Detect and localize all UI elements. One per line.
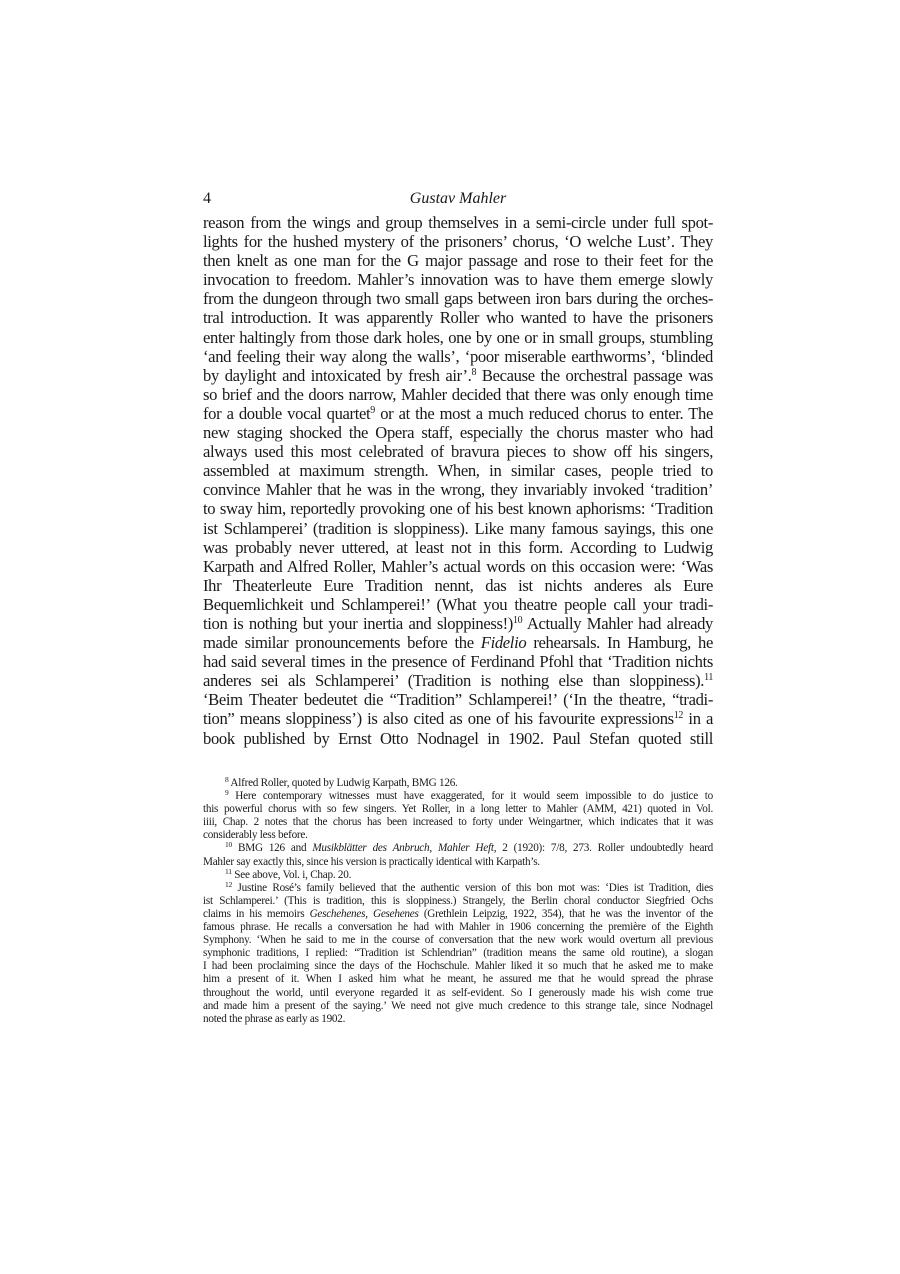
body-line [203, 690, 713, 709]
text-run: Ihr Theaterleute Eure Tradition nennt, das ist nichts anderes als Eure [203, 575, 713, 595]
body-line [203, 213, 713, 232]
text-run: or at the most a much reduced chorus to enter. The [374, 403, 713, 423]
note-reference: 8 [225, 775, 229, 784]
body-line [203, 385, 713, 404]
text-run: to sway him, reportedly provoking one of his best known aphorisms: ‘Tradition [203, 499, 713, 519]
text-run: this powerful chorus with so few singers. Yet Roller, in a long letter to Mahler (AMM, 421) quoted in Vol. [203, 803, 713, 816]
text-run: Symphony. ‘When he said to me in the course of conversation that the new work would overturn all previous [203, 934, 713, 947]
text-run: by daylight and intoxicated by fresh air’. [203, 365, 472, 385]
text-run: ‘and feeling their way along the walls’, ‘poor miserable earthworms’, ‘blinded [203, 346, 713, 366]
text-run: so brief and the doors narrow, Mahler decided that there was only enough time [203, 384, 713, 404]
note-reference: 11 [704, 672, 713, 684]
text-run: assembled at maximum strength. When, in similar cases, people tried to [203, 461, 713, 481]
text-run: in a [683, 709, 713, 729]
footnote-line [203, 921, 713, 934]
text-run: anderes sei als Schlamperei’ (Tradition is nothing else than sloppiness). [203, 671, 705, 691]
body-line [203, 519, 713, 538]
text-run: iiii, Chap. 2 notes that the chorus has been increased to forty under Weingartner, which indicates that it was [203, 816, 713, 829]
footnote-line [203, 947, 713, 960]
body-line [203, 595, 713, 614]
body-line [203, 328, 713, 347]
text-run: lights for the hushed mystery of the prisoners’ chorus, ‘O welche Lust’. They [203, 232, 713, 252]
footnote-line [203, 895, 713, 908]
text-run: ist Schlamperei.’ (This is tradition, this is sloppiness.) Strangely, the Berlin choral conductor Siegfried Ochs [203, 894, 713, 907]
body-text [203, 213, 713, 748]
text-run: Bequemlichkeit und Schlamperei!’ (What you theatre people call your tradi- [203, 594, 713, 614]
body-line [203, 423, 713, 442]
text-run: Karpath and Alfred Roller, Mahler’s actual words on this occasion were: ‘Was [203, 556, 713, 576]
text-run: made similar pronouncements before the [203, 633, 481, 653]
body-line [203, 289, 713, 308]
body-line [203, 671, 713, 690]
footnote-line [203, 879, 713, 895]
text-run: always used this most celebrated of bravura pieces to show off his singers, [203, 442, 713, 462]
text-run: tral introduction. It was apparently Roller who wanted to have the prisoners [203, 308, 713, 328]
text-run: Actually Mahler had already [522, 613, 713, 633]
note-reference: 9 [370, 404, 375, 416]
text-run: for a double vocal quartet [203, 403, 371, 423]
note-reference: 10 [225, 840, 232, 850]
text-run: (Grethlein Leipzig, 1922, 354), that he was the inventor of the [418, 907, 713, 920]
body-line [203, 614, 713, 633]
text-run: I had been proclaiming since the days of the Hochschule. Mahler liked it so much that he asked me to make [203, 960, 713, 973]
text-run: Alfred Roller, quoted by Ludwig Karpath, BMG 126. [228, 777, 458, 789]
body-line [203, 633, 713, 652]
text-run: enter haltingly from those dark holes, one by one or in small groups, stumbling [203, 327, 713, 347]
text-run: him a present of it. When I asked him what he meant, he assured me that he would spread the phrase [203, 973, 713, 986]
body-line [203, 709, 713, 728]
text-run: Here contemporary witnesses must have exaggerated, for it would seem impossible to do justice to [228, 790, 713, 803]
footnote-line [203, 908, 713, 921]
running-header [203, 190, 713, 212]
text-run: tion is nothing but your inertia and sloppiness!) [203, 613, 513, 633]
footnote-line [203, 934, 713, 947]
text-run: invocation to freedom. Mahler’s innovation was to have them emerge slowly [203, 270, 713, 290]
footnote-line [203, 803, 713, 816]
footnote-line [203, 987, 713, 1000]
body-line [203, 442, 713, 461]
text-run: considerably less before. [203, 829, 308, 842]
running-title: Gustav Mahler [409, 190, 507, 207]
text-run: famous phrase. He recalls a conversation he had with Mahler in 1906 concerning the première of the Eighth [203, 921, 713, 934]
body-line [203, 366, 713, 385]
body-line [203, 347, 713, 366]
text-run: symphonic traditions, I replied: “Tradition ist Schlendrian” (tradition means the same old routine), a slogan [203, 947, 713, 960]
note-reference: 8 [471, 366, 477, 378]
note-reference: 10 [512, 614, 523, 626]
footnote-line [203, 866, 713, 882]
footnote-line [203, 777, 713, 790]
body-line [203, 576, 713, 595]
text-run: tion” means sloppiness’) is also cited as one of his favourite expressions [203, 709, 674, 729]
body-line [203, 251, 713, 270]
text-run: was probably never uttered, at least not in this form. According to Ludwig [203, 537, 713, 557]
note-reference: 11 [225, 866, 232, 876]
body-line [203, 232, 713, 251]
footnote-line [203, 960, 713, 973]
footnote-line [203, 856, 713, 869]
text-run: Mahler say exactly this, since his version is practically identical with Karpath’s. [203, 855, 540, 868]
body-line [203, 652, 713, 671]
text-run: throughout the world, until everyone regarded it as self-evident. So I generously made his wish come true [203, 986, 713, 999]
note-reference: 9 [225, 788, 229, 798]
footnote-line [203, 829, 713, 842]
text-run: ‘Beim Theater bedeutet die “Tradition” Schlamperei!’ (‘In the theatre, “tradi- [203, 690, 713, 710]
body-line [203, 557, 713, 576]
text-run: from the dungeon through two small gaps between iron bars during the orches- [203, 289, 713, 309]
footnote-line [203, 973, 713, 986]
text-run: See above, Vol. i, Chap. 20. [231, 868, 352, 881]
note-reference: 12 [225, 879, 232, 889]
body-line [203, 270, 713, 289]
body-line [203, 729, 713, 748]
text-run: rehearsals. In Hamburg, he [526, 633, 713, 653]
note-reference: 12 [673, 710, 684, 722]
text-run: Because the orchestral passage was [476, 365, 713, 385]
text-run: Justine Rosé’s family believed that the authentic version of this bon mot was: ‘Dies ist Tradition, dies [232, 881, 713, 894]
body-line [203, 308, 713, 327]
text-run: convince Mahler that he was in the wrong, they invariably invoked ‘tradition’ [203, 480, 713, 500]
text-run: BMG 126 and [232, 842, 313, 855]
text-run: then knelt as one man for the G major passage and rose to their feet for the [203, 251, 713, 271]
body-line [203, 404, 713, 423]
text-run: , 2 (1920): 7/8, 273. Roller undoubtedly heard [493, 842, 713, 855]
text-run: reason from the wings and group themselves in a semi-circle under full spot- [203, 213, 713, 232]
footnote-line [203, 1013, 713, 1026]
text-run: book published by Ernst Otto Nodnagel in 1902. Paul Stefan quoted still [203, 728, 713, 748]
body-line [203, 538, 713, 557]
italic-text: Fidelio [480, 633, 527, 653]
text-run: new staging shocked the Opera staff, especially the chorus master who had [203, 423, 713, 443]
text-run: noted the phrase as early as 1902. [203, 1012, 346, 1025]
footnote-line [203, 790, 713, 803]
body-line [203, 480, 713, 499]
footnote-line [203, 1000, 713, 1013]
text-run: ist Schlamperei’ (tradition is sloppiness). Like many famous sayings, this one [203, 518, 713, 538]
text-run: and made him a present of the saying.’ We need not give much credence to this strange tale, since Nodnagel [203, 999, 713, 1012]
footnotes [203, 777, 713, 1026]
page-number: 4 [203, 190, 211, 207]
body-line [203, 461, 713, 480]
footnote-line [203, 816, 713, 829]
body-line [203, 499, 713, 518]
italic-text: Geschehenes, Gesehenes [309, 907, 419, 920]
footnote-line [203, 842, 713, 855]
text-run: claims in his memoirs [203, 907, 310, 920]
text-run: had said several times in the presence of Ferdinand Pfohl that ‘Tradition nichts [203, 652, 713, 672]
italic-text: Musikblätter des Anbruch, Mahler Heft [312, 842, 494, 855]
